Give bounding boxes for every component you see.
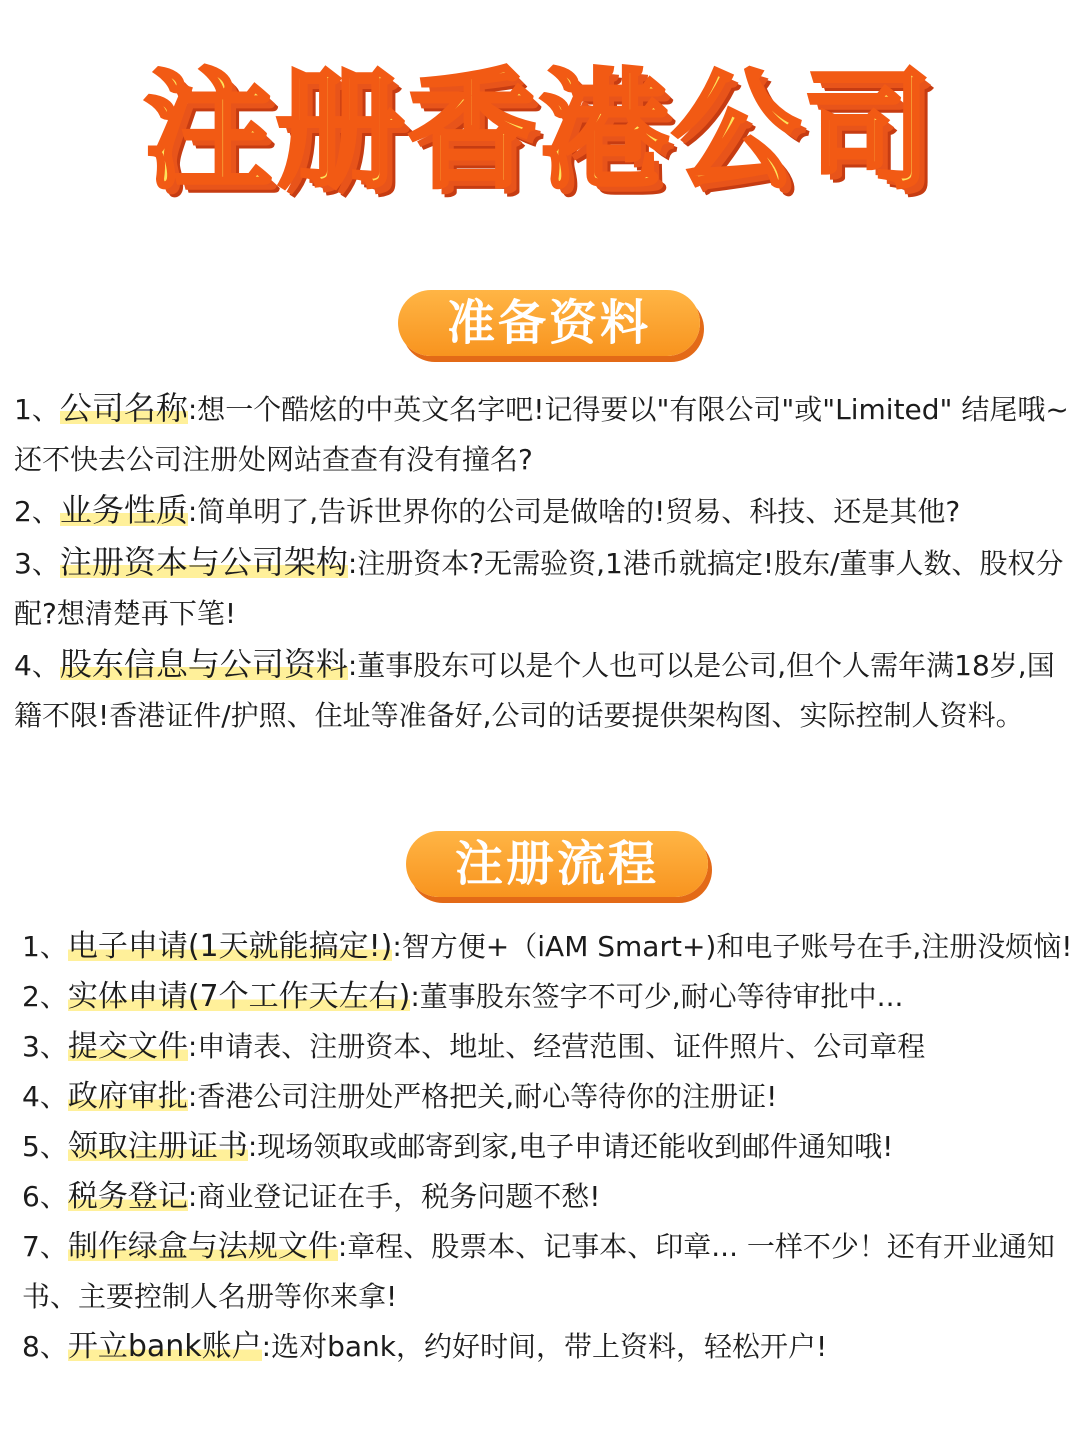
list-item	[22, 1172, 1074, 1222]
item-description: :智方便+（iAM Smart+)和电子账号在手,注册没烦恼!	[392, 930, 1073, 963]
list-item	[22, 1222, 1074, 1322]
item-description: :章程、股票本、记事本、印章... 一样不少！还有开业通知书、主要控制人名册等你来拿!	[22, 1230, 1055, 1313]
item-keyword: 提交文件	[67, 1029, 188, 1064]
list-item	[14, 485, 1074, 537]
item-number: 6、	[22, 1180, 68, 1213]
list-item	[22, 922, 1074, 972]
list-item	[22, 1022, 1074, 1072]
item-keyword: 注册资本与公司架构	[59, 543, 348, 581]
list-item	[14, 537, 1074, 639]
item-keyword: 实体申请(7个工作天左右)	[67, 979, 411, 1014]
list-item	[22, 1322, 1074, 1372]
prep-list	[14, 383, 1074, 741]
item-number: 1、	[14, 393, 60, 426]
item-number: 5、	[22, 1130, 68, 1163]
item-keyword: 电子申请(1天就能搞定!)	[67, 929, 393, 964]
item-keyword: 公司名称	[59, 389, 188, 427]
item-keyword: 业务性质	[59, 491, 188, 529]
item-description: :商业登记证在手，税务问题不愁!	[187, 1180, 601, 1213]
item-number: 2、	[14, 495, 60, 528]
item-description: :简单明了,告诉世界你的公司是做啥的!贸易、科技、还是其他?	[187, 495, 961, 528]
item-keyword: 政府审批	[67, 1079, 188, 1114]
item-number: 1、	[22, 930, 68, 963]
section-header-prep: 准备资料	[398, 290, 700, 356]
item-number: 2、	[22, 980, 68, 1013]
item-keyword: 开立bank账户	[67, 1329, 262, 1364]
item-description: :选对bank，约好时间，带上资料，轻松开户!	[261, 1330, 828, 1363]
list-item	[22, 1122, 1074, 1172]
item-keyword: 股东信息与公司资料	[59, 645, 348, 683]
item-description: :董事股东可以是个人也可以是公司,但个人需年满18岁,国籍不限!香港证件/护照、住址等准备好,公司的话要提供架构图、实际控制人资料。	[14, 649, 1055, 732]
item-description: :董事股东签字不可少,耐心等待审批中...	[410, 980, 904, 1013]
list-item	[22, 972, 1074, 1022]
item-number: 8、	[22, 1330, 68, 1363]
item-number: 7、	[22, 1230, 68, 1263]
item-number: 4、	[22, 1080, 68, 1113]
item-keyword: 领取注册证书	[67, 1129, 248, 1164]
item-description: :注册资本?无需验资,1港币就搞定!股东/董事人数、股权分配?想清楚再下笔!	[14, 547, 1064, 630]
item-keyword: 制作绿盒与法规文件	[67, 1229, 338, 1264]
item-description: :香港公司注册处严格把关,耐心等待你的注册证!	[187, 1080, 778, 1113]
section-header-process: 注册流程	[406, 831, 708, 897]
item-description: :想一个酷炫的中英文名字吧!记得要以"有限公司"或"Limited" 结尾哦~ 还不快去公司注册处网站查查有没有撞名?	[14, 393, 1069, 476]
process-list	[22, 922, 1074, 1372]
item-description: :申请表、注册资本、地址、经营范围、证件照片、公司章程	[187, 1030, 926, 1063]
item-number: 3、	[14, 547, 60, 580]
item-number: 3、	[22, 1030, 68, 1063]
list-item	[22, 1072, 1074, 1122]
item-description: :现场领取或邮寄到家,电子申请还能收到邮件通知哦!	[247, 1130, 894, 1163]
list-item	[14, 639, 1074, 741]
page-title: 注册香港公司	[143, 57, 936, 206]
list-item	[14, 383, 1074, 485]
item-number: 4、	[14, 649, 60, 682]
item-keyword: 税务登记	[67, 1179, 188, 1214]
